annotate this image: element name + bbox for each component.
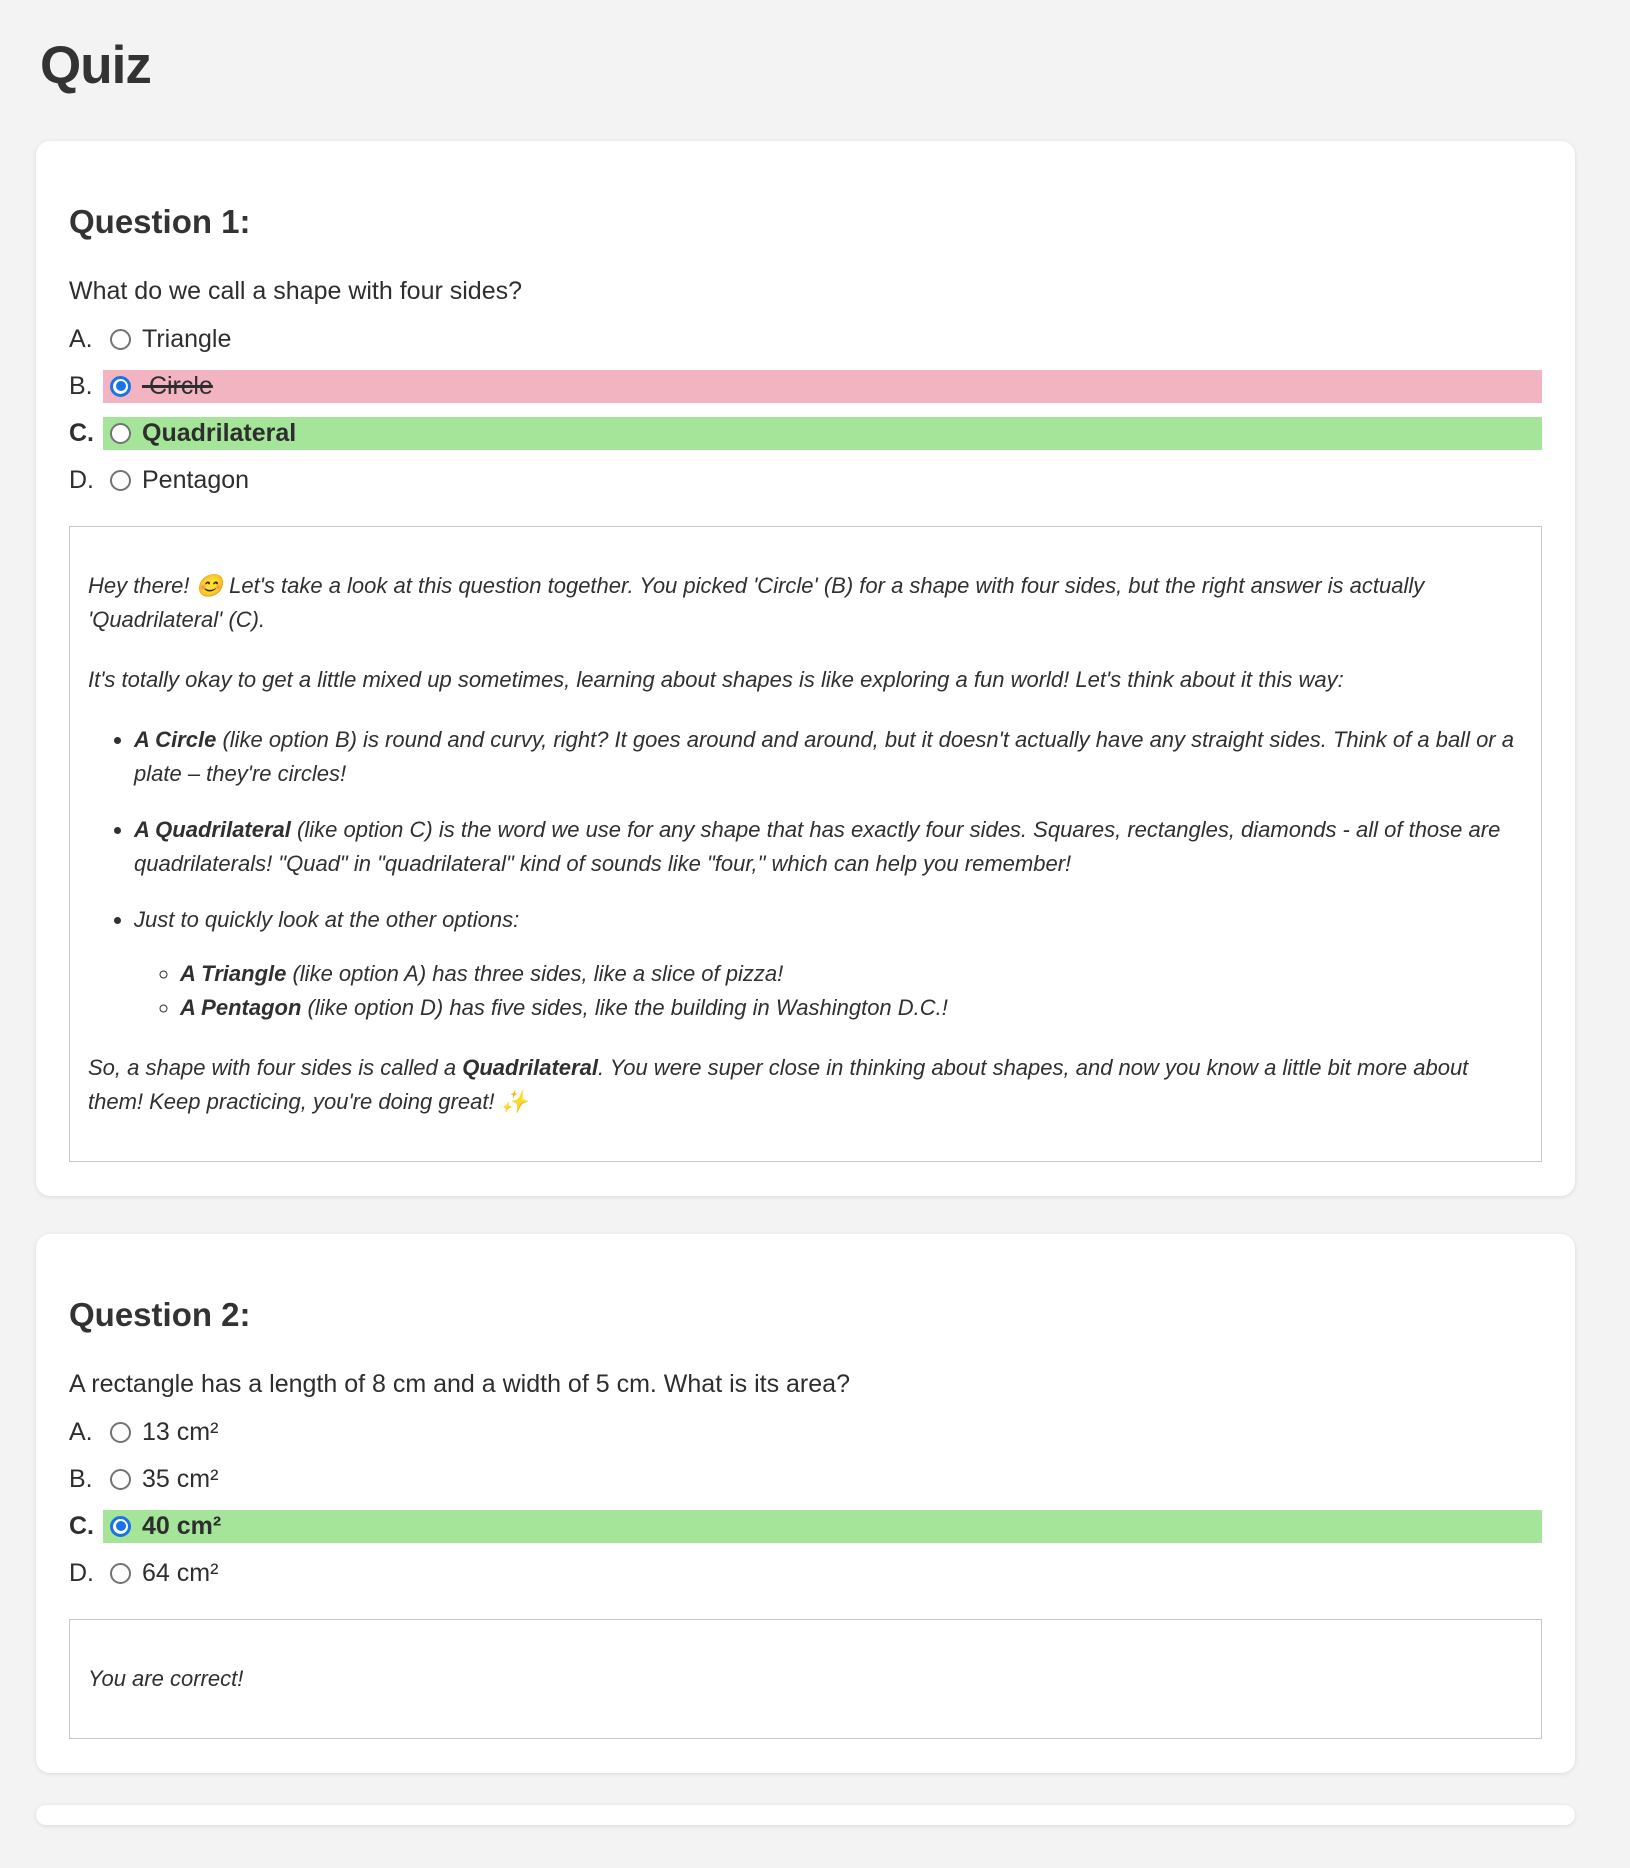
questions-container (0, 141, 1630, 1773)
option-text-value: Triangle (142, 324, 232, 353)
option-letter: C. (69, 418, 94, 447)
option-letter: A. (69, 324, 93, 353)
question-heading: Question 1: (69, 202, 251, 240)
feedback-text: (like option B) is round and curvy, right? It goes around and around, but it doesn't actually have any straight sides. Think of a ball or a plate – they're circles! (134, 726, 1514, 786)
feedback-bold-text: Quadrilateral (462, 1054, 598, 1080)
option-choice[interactable] (103, 417, 1542, 450)
option-row (69, 410, 1542, 457)
option-choice[interactable] (103, 1463, 1542, 1496)
feedback-text: Hey there! 😊 Let's take a look at this question together. You picked 'Circle' (B) for a shape with four sides, but the right answer is actually 'Quadrilateral' (C). (88, 572, 1425, 632)
option-text-value: 35 cm² (142, 1464, 219, 1493)
option-text (142, 1465, 218, 1494)
option-text (142, 1418, 218, 1447)
feedback-paragraph (88, 1662, 1523, 1696)
question-heading: Question 2: (69, 1295, 251, 1333)
feedback-bold-text: A Quadrilateral (134, 816, 291, 842)
option-choice[interactable] (103, 1557, 1542, 1590)
feedback-bold-text: A Triangle (180, 960, 287, 986)
quiz-page (0, 36, 1630, 1825)
option-text (142, 419, 296, 448)
option-row (69, 1550, 1542, 1597)
feedback-text: . You were super close in thinking about shapes, and now you know a little bit more about them! Keep practicing, you're doing great! ✨ (88, 1054, 1469, 1114)
radio-button-icon[interactable] (110, 470, 131, 491)
feedback-list (88, 723, 1523, 1025)
option-choice[interactable] (103, 464, 1542, 497)
feedback-bold-text: A Pentagon (180, 994, 302, 1020)
radio-button-icon[interactable] (110, 1563, 131, 1584)
option-row (69, 1503, 1542, 1550)
option-choice[interactable] (103, 323, 1542, 356)
feedback-box (69, 1619, 1542, 1739)
option-letter: A. (69, 1417, 93, 1446)
option-row (69, 457, 1542, 504)
question-prompt: What do we call a shape with four sides? (69, 276, 523, 305)
feedback-text: Just to quickly look at the other options: (134, 906, 520, 932)
radio-button-icon[interactable] (110, 1469, 131, 1490)
feedback-sublist (134, 957, 1523, 1025)
option-row (69, 363, 1542, 410)
feedback-paragraph (88, 569, 1523, 637)
option-row (69, 316, 1542, 363)
feedback-bold-text: A Circle (134, 726, 217, 752)
question-prompt: A rectangle has a length of 8 cm and a width of 5 cm. What is its area? (69, 1369, 850, 1398)
option-letter: B. (69, 371, 93, 400)
feedback-item (134, 903, 1523, 1025)
option-text (142, 325, 231, 354)
option-text-value: Circle (148, 371, 213, 400)
option-choice[interactable] (103, 1510, 1542, 1543)
radio-button-icon[interactable] (110, 423, 131, 444)
feedback-text: (like option C) is the word we use for any shape that has exactly four sides. Squares, rectangles, diamonds - all of those are quadrilaterals! "Quad" in "quadrilateral" kind of sounds like "four," which can help you remember! (134, 816, 1501, 876)
feedback-item (134, 813, 1523, 881)
radio-button-selected-icon[interactable] (110, 376, 131, 397)
option-text-strikethrough (142, 372, 213, 400)
radio-button-selected-icon[interactable] (110, 1516, 131, 1537)
feedback-box (69, 526, 1542, 1162)
question-card (36, 141, 1575, 1196)
next-question-card-sliver (36, 1805, 1575, 1825)
option-choice[interactable] (103, 1416, 1542, 1449)
feedback-item (134, 723, 1523, 791)
option-letter: C. (69, 1511, 94, 1540)
radio-button-icon[interactable] (110, 1422, 131, 1443)
option-row (69, 1409, 1542, 1456)
option-text-value: Quadrilateral (142, 418, 297, 447)
page-title: Quiz (40, 36, 151, 95)
option-text (142, 372, 213, 401)
option-choice[interactable] (103, 370, 1542, 403)
feedback-text: It's totally okay to get a little mixed up sometimes, learning about shapes is like exploring a fun world! Let's think about it this way: (88, 666, 1344, 692)
option-text-value: 13 cm² (142, 1417, 219, 1446)
option-letter: D. (69, 1558, 94, 1587)
feedback-text: (like option D) has five sides, like the building in Washington D.C.! (301, 994, 948, 1020)
feedback-text: You are correct! (88, 1665, 244, 1691)
feedback-text: (like option A) has three sides, like a slice of pizza! (286, 960, 784, 986)
feedback-subitem (180, 991, 1523, 1025)
feedback-text: So, a shape with four sides is called a (88, 1054, 463, 1080)
option-text (142, 1559, 218, 1588)
option-text-value: 40 cm² (142, 1511, 222, 1540)
options-list (69, 316, 1542, 504)
option-text (142, 1512, 221, 1541)
feedback-paragraph (88, 1051, 1523, 1119)
option-text-value: Pentagon (142, 465, 250, 494)
option-text (142, 466, 249, 495)
option-letter: D. (69, 465, 94, 494)
options-list (69, 1409, 1542, 1597)
radio-button-icon[interactable] (110, 329, 131, 350)
feedback-paragraph (88, 663, 1523, 697)
strike-lead-space (142, 372, 149, 400)
option-row (69, 1456, 1542, 1503)
feedback-subitem (180, 957, 1523, 991)
option-letter: B. (69, 1464, 93, 1493)
question-card (36, 1234, 1575, 1773)
option-text-value: 64 cm² (142, 1558, 219, 1587)
